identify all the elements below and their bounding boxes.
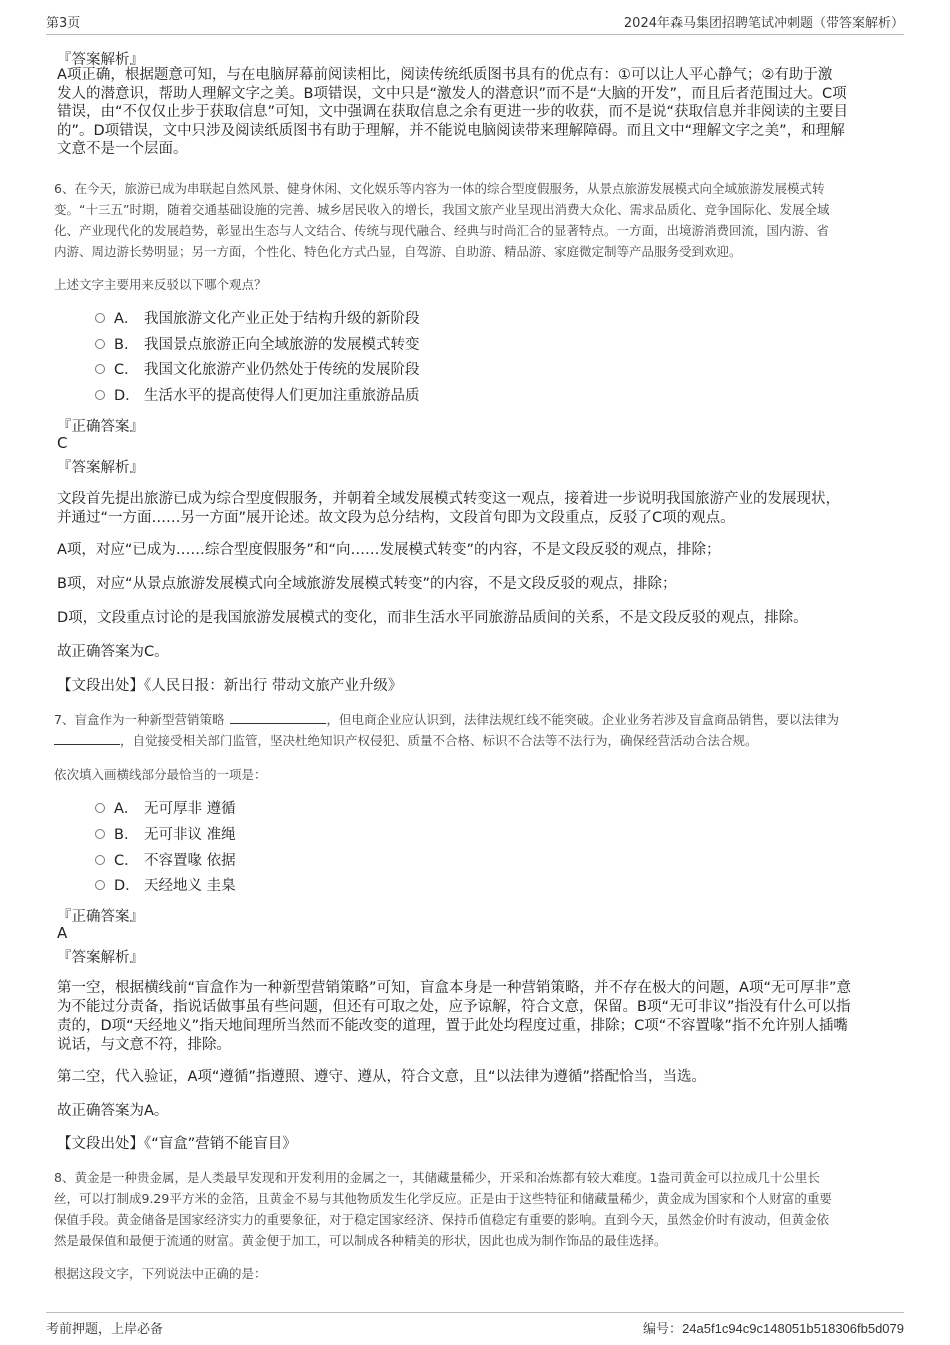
q5-analysis — [57, 66, 887, 159]
q6-option-c[interactable] — [95, 360, 420, 380]
option-text: 天经地义 圭臬 — [144, 878, 236, 894]
q8-text-line: 然是最保值和最便于流通的财富。黄金便于加工，可以制成各种精美的形状，因此也成为制作饰品的最佳选择。 — [54, 1233, 667, 1248]
option-letter: B． — [114, 827, 139, 843]
q7-text-part: 7、盲盒作为一种新型营销策略 — [54, 712, 225, 727]
q6-text-line: 内游、周边游长势明显；另一方面，个性化、特色化方式凸显，自驾游、自助游、精品游、家庭微定制等产品服务受到欢迎。 — [54, 244, 742, 259]
q6-correct-label: 『正确答案』 — [57, 419, 144, 435]
q6-correct-answer: C — [57, 434, 68, 452]
q7-text-part: ，自觉接受相关部门监管，坚决杜绝知识产权侵犯、质量不合格、标识不合法等不法行为，确保经营活动合法合规。 — [120, 733, 758, 748]
q5-analysis-label: 『答案解析』 — [57, 52, 144, 68]
page-number: 第3页 — [46, 16, 81, 31]
option-letter: A． — [114, 311, 139, 327]
radio-icon[interactable] — [95, 803, 105, 813]
q7-analysis-line: 责的，D项“天经地义”指天地间理所当然而不能改变的道理，置于此处均程度过重，排除；C项“不容置喙”指不允许别人插嘴 — [57, 1018, 848, 1034]
q7-option-b[interactable] — [95, 825, 236, 845]
q6-analysis-d: D项，文段重点讨论的是我国旅游发展模式的变化，而非生活水平同旅游品质间的关系，不是文段反驳的观点，排除。 — [57, 610, 808, 626]
q7-option-a[interactable] — [95, 799, 236, 819]
option-text: 不容置喙 依据 — [144, 853, 236, 869]
document-code — [643, 1318, 904, 1337]
q7-conclusion: 故正确答案为A。 — [57, 1103, 169, 1119]
q8-prompt: 根据这段文字，下列说法中正确的是： — [54, 1266, 267, 1281]
q5-analysis-line: 文意不是一个层面。 — [57, 141, 188, 157]
radio-icon[interactable] — [95, 313, 105, 323]
q6-option-a[interactable] — [95, 309, 420, 329]
radio-icon[interactable] — [95, 829, 105, 839]
option-letter: B． — [114, 337, 139, 353]
q5-analysis-line: 的”。D项错误，文中只涉及阅读纸质图书有助于理解，并不能说电脑阅读带来理解障碍。而且文中“理解文字之美”，和理解 — [57, 122, 845, 139]
q6-analysis-line: 文段首先提出旅游已成为综合型度假服务，并朝着全域发展模式转变这一观点，接着进一步说明我国旅游产业的发展现状， — [57, 491, 840, 507]
q7-option-d[interactable] — [95, 876, 236, 896]
option-letter: D． — [114, 878, 140, 894]
q7-analysis-label: 『答案解析』 — [57, 950, 144, 966]
option-text: 无可非议 准绳 — [144, 827, 236, 843]
q6-analysis-label: 『答案解析』 — [57, 460, 144, 476]
q7-prompt: 依次填入画横线部分最恰当的一项是： — [54, 767, 267, 782]
q7-blank-2 — [54, 730, 120, 745]
q6-option-d[interactable] — [95, 386, 420, 406]
q6-prompt: 上述文字主要用来反驳以下哪个观点？ — [54, 277, 267, 292]
option-text: 我国文化旅游产业仍然处于传统的发展阶段 — [144, 362, 420, 378]
radio-icon[interactable] — [95, 390, 105, 400]
q6-option-b[interactable] — [95, 335, 420, 355]
q7-analysis-para — [57, 979, 887, 1055]
q6-text-line: 6、在今天，旅游已成为串联起自然风景、健身休闲、文化娱乐等内容为一体的综合型度假服务，从景点旅游发展模式向全域旅游发展模式转 — [54, 181, 825, 196]
page-header — [46, 10, 904, 35]
q6-conclusion: 故正确答案为C。 — [57, 644, 169, 660]
q7-source: 【文段出处】《“盲盒”营销不能盲目》 — [57, 1136, 297, 1152]
q7-option-c[interactable] — [95, 851, 236, 871]
q7-question-text — [54, 709, 894, 751]
q6-text-line: 化、产业现代化的发展趋势，彰显出生态与人文结合、传统与现代融合、经典与时尚汇合的显著特点。一方面，出境游消费回流，国内游、省 — [54, 223, 830, 238]
q6-analysis-line: 并通过“一方面……另一方面”展开论述。故文段为总分结构，文段首句即为文段重点，反驳了C项的观点。 — [57, 510, 735, 526]
radio-icon[interactable] — [95, 364, 105, 374]
radio-icon[interactable] — [95, 339, 105, 349]
q6-analysis-b: B项，对应“从景点旅游发展模式向全域旅游发展模式转变”的内容，不是文段反驳的观点，排除； — [57, 576, 677, 592]
q8-question-text — [54, 1167, 894, 1251]
q8-text-line: 丝，可以打制成9.29平方米的金箔，且黄金不易与其他物质发生化学反应。正是由于这些特征和储藏量稀少，黄金成为国家和个人财富的重要 — [54, 1191, 832, 1206]
q7-analysis-line: 第一空，根据横线前“盲盒作为一种新型营销策略”可知，盲盒本身是一种营销策略，并不存在极大的问题，A项“无可厚非”意 — [57, 980, 851, 996]
radio-icon[interactable] — [95, 855, 105, 865]
q7-correct-answer: A — [57, 924, 68, 942]
q6-question-text — [54, 178, 894, 262]
q5-analysis-line: 发人的潜意识，帮助人理解文字之美。B项错误，文中只是“激发人的潜意识”而不是“大脑的开发”，而且后者范围过大。C项 — [57, 85, 847, 102]
option-text: 我国旅游文化产业正处于结构升级的新阶段 — [144, 311, 420, 327]
q7-analysis-second: 第二空，代入验证，A项“遵循”指遵照、遵守、遵从，符合文意，且“以法律为遵循”搭配恰当，当选。 — [57, 1069, 706, 1085]
q6-source: 【文段出处】《人民日报：新出行 带动文旅产业升级》 — [57, 678, 403, 694]
code-label: 编号： — [643, 1322, 683, 1337]
footer-slogan: 考前押题，上岸必备 — [46, 1322, 164, 1337]
option-text: 生活水平的提高使得人们更加注重旅游品质 — [144, 388, 420, 404]
q6-analysis-para — [57, 490, 887, 528]
option-letter: D． — [114, 388, 140, 404]
radio-icon[interactable] — [95, 880, 105, 890]
q7-analysis-line: 说话，与文意不符，排除。 — [57, 1037, 231, 1053]
q7-blank-1 — [230, 709, 326, 724]
code-value: 24a5f1c94c9c148051b518306fb5d079 — [682, 1321, 904, 1336]
option-letter: C． — [114, 853, 139, 869]
q5-analysis-line: 错误，由“不仅仅止步于获取信息”可知，文中强调在获取信息之余有更进一步的收获，而不是说“获取信息并非阅读的主要目 — [57, 104, 849, 120]
q5-analysis-line: A项正确，根据题意可知，与在电脑屏幕前阅读相比，阅读传统纸质图书具有的优点有：①可以让人平心静气；②有助于激 — [57, 67, 833, 83]
q8-text-line: 保值手段。黄金储备是国家经济实力的重要象征，对于稳定国家经济、保持币值稳定有重要的影响。直到今天，虽然金价时有波动，但黄金依 — [54, 1212, 830, 1227]
option-letter: A． — [114, 801, 139, 817]
page-footer — [46, 1312, 904, 1339]
q6-text-line: 变。“十三五”时期，随着交通基础设施的完善、城乡居民收入的增长，我国文旅产业呈现出消费大众化、需求品质化、竞争国际化、发展全域 — [54, 202, 830, 217]
document-title: 2024年森马集团招聘笔试冲刺题（带答案解析） — [623, 16, 904, 31]
q8-text-line: 8、黄金是一种贵金属，是人类最早发现和开发利用的金属之一，其储藏量稀少，开采和冶炼都有较大难度。1盎司黄金可以拉成几十公里长 — [54, 1170, 820, 1185]
q7-analysis-line: 为不能过分责备，指说话做事虽有些问题，但还有可取之处，应予谅解，符合文意，保留。B项“无可非议”指没有什么可以指 — [57, 999, 851, 1015]
option-letter: C． — [114, 362, 139, 378]
q6-analysis-a: A项，对应“已成为……综合型度假服务”和“向……发展模式转变”的内容，不是文段反驳的观点，排除； — [57, 542, 721, 558]
option-text: 我国景点旅游正向全域旅游的发展模式转变 — [144, 337, 420, 353]
q7-text-part: ，但电商企业应认识到，法律法规红线不能突破。企业业务若涉及盲盒商品销售，要以法律为 — [326, 712, 839, 727]
q7-correct-label: 『正确答案』 — [57, 909, 144, 925]
option-text: 无可厚非 遵循 — [144, 801, 236, 817]
